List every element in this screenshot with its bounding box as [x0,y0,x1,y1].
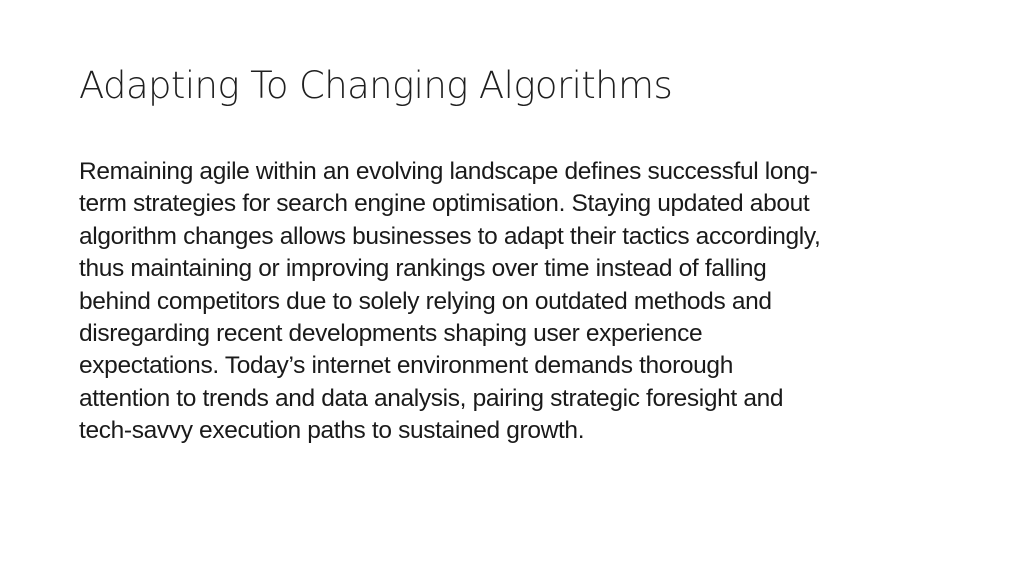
body-line: expectations. Today’s internet environment demands thorough [79,352,733,380]
body-line: behind competitors due to solely relying on outdated methods and [79,287,772,315]
slide-title: Adapting To Changing Algorithms [79,64,673,107]
slide-body-paragraph [79,156,949,448]
body-line: thus maintaining or improving rankings over time instead of falling [79,255,767,283]
body-line: attention to trends and data analysis, pairing strategic foresight and [79,384,784,412]
body-line: tech-savvy execution paths to sustained growth. [79,417,585,445]
body-line: Remaining agile within an evolving landscape defines successful long- [79,158,818,185]
body-line: disregarding recent developments shaping user experience [79,320,703,348]
body-line: term strategies for search engine optimisation. Staying updated about [79,190,810,218]
body-line: algorithm changes allows businesses to adapt their tactics accordingly, [79,222,821,250]
